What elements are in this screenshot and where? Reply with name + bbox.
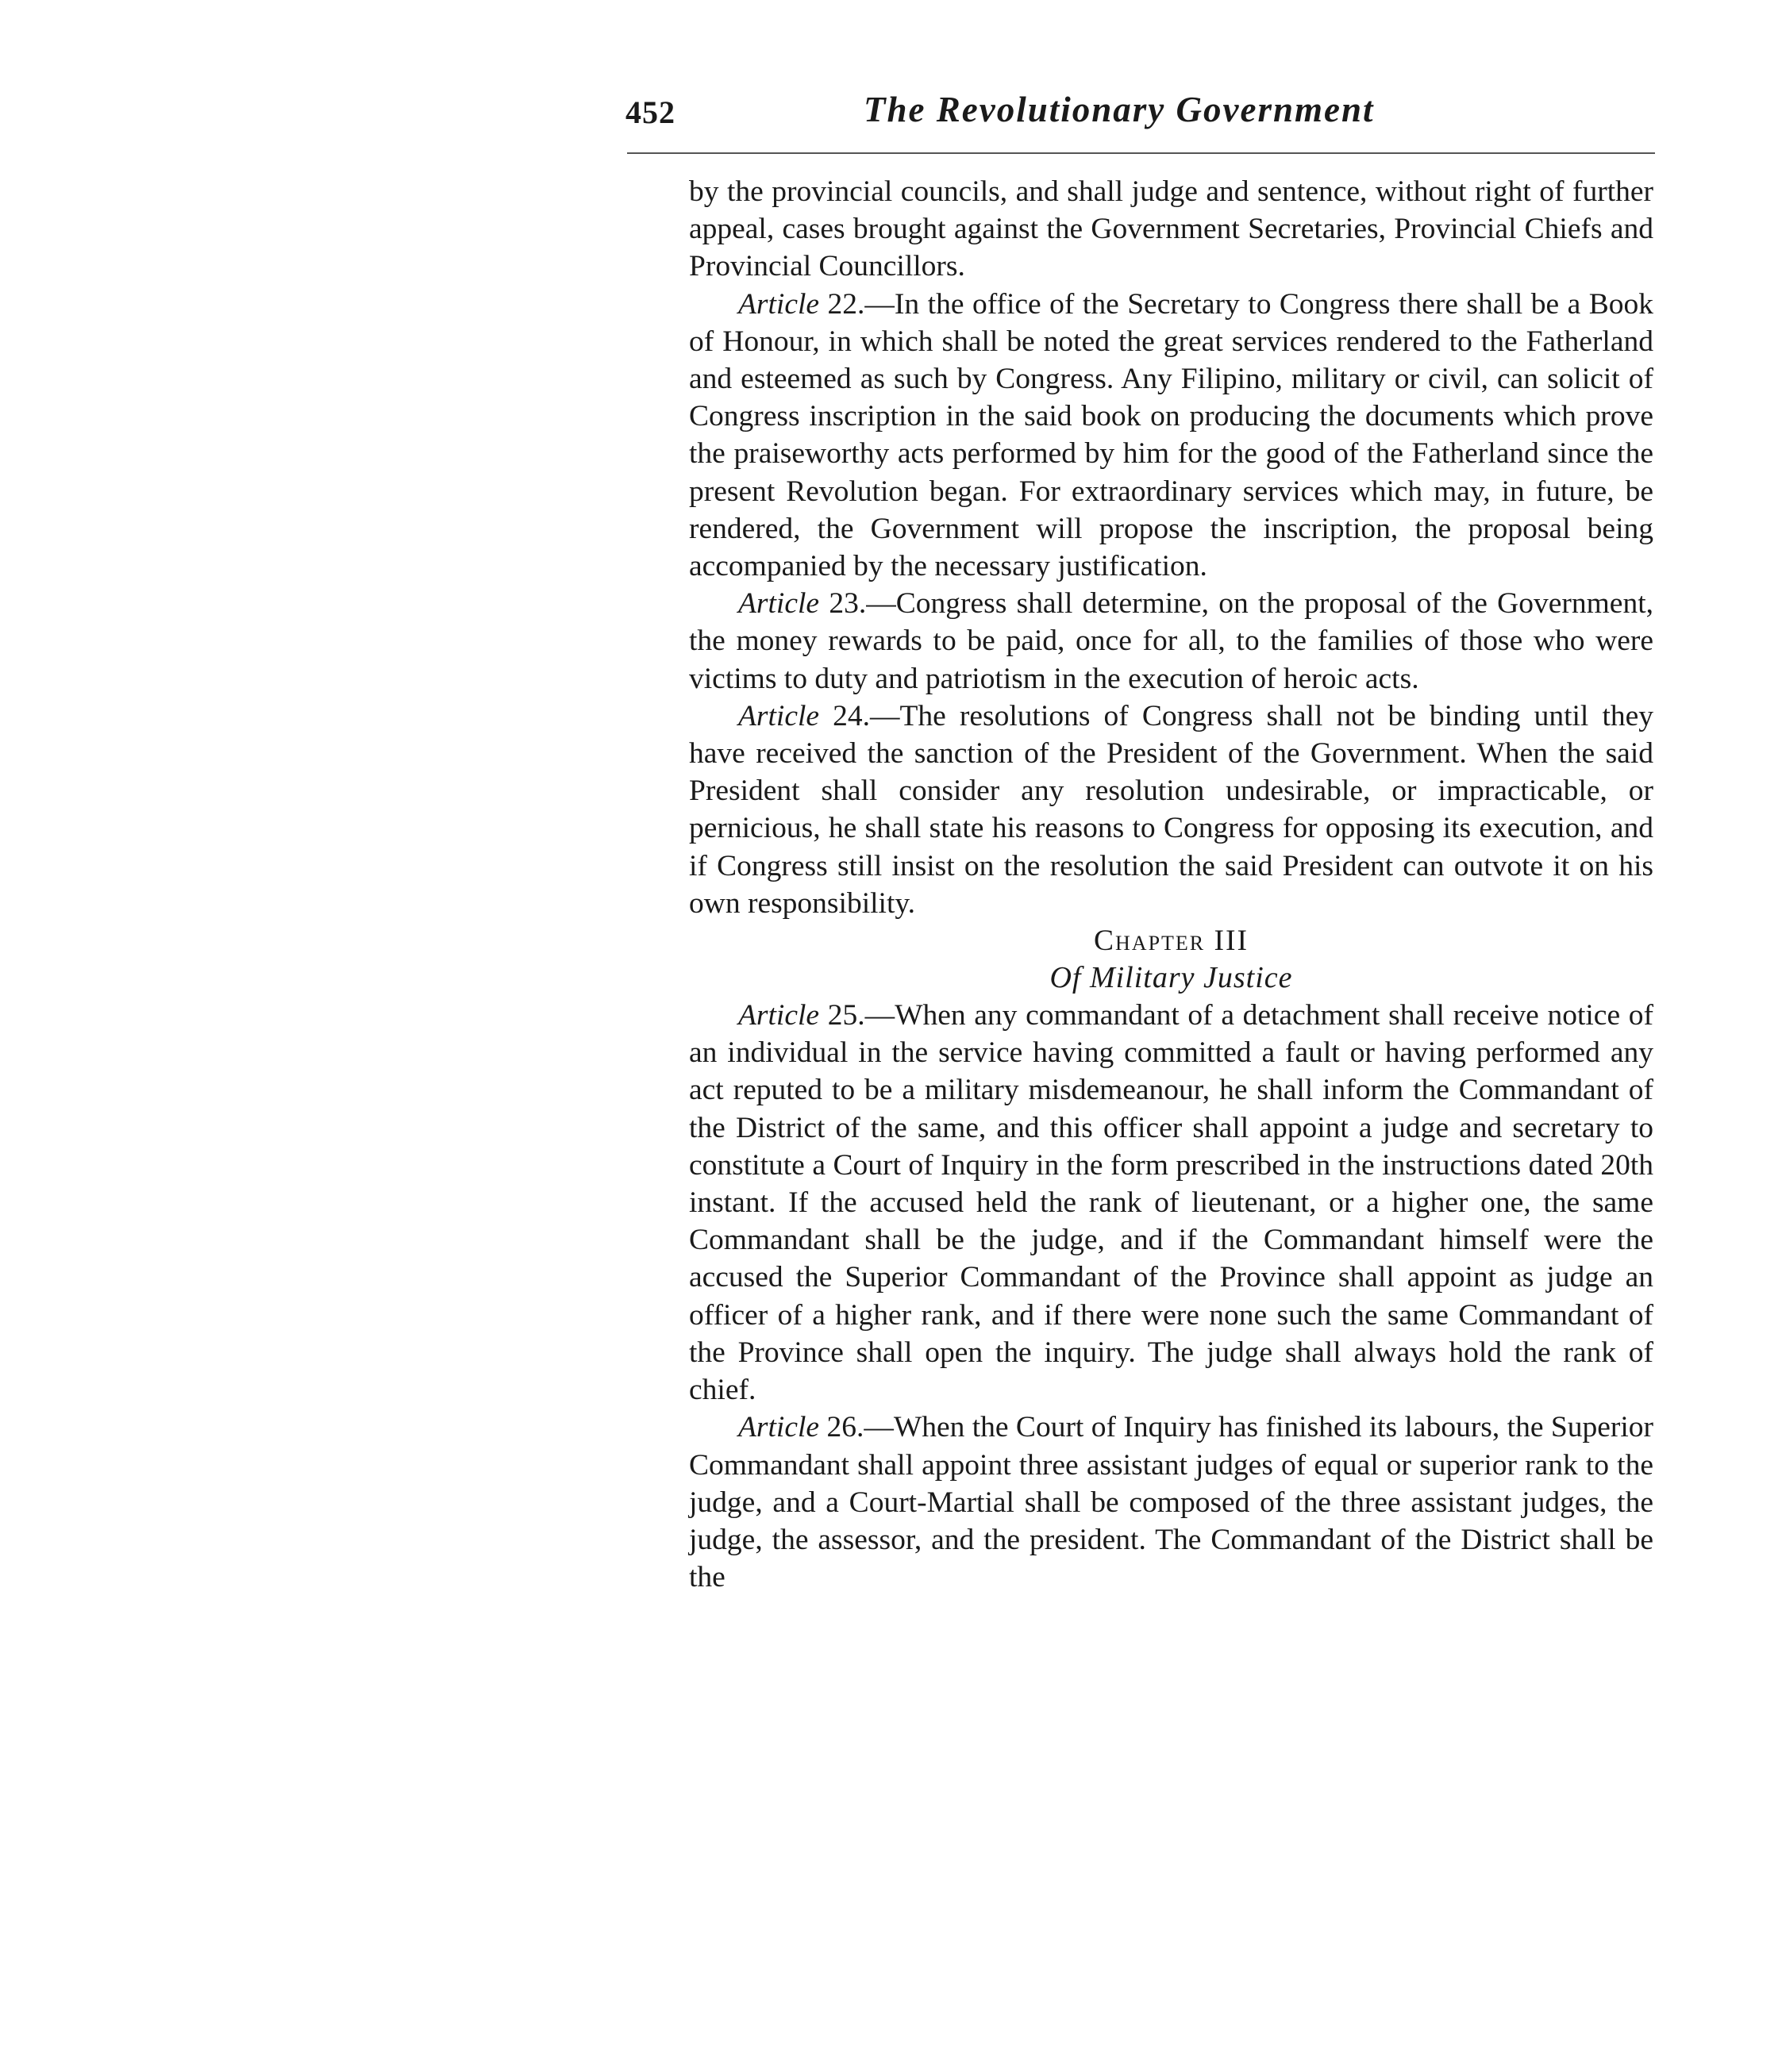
chapter-subtitle: Of Military Justice — [1049, 961, 1293, 995]
article-text: —When any commandant of a detachment shall receive notice of an individual in the service having committed a fault or having performed any act reputed to be a military misdemeanour, he shall inform the Commandant of the District of the same, and this officer shall appoint a judge and secretary to constitute a Court of Inquiry in the form prescribed in the instructions dated 20th instant. If the accused held the rank of lieutenant, or a higher one, the same Commandant shall be the judge, and if the Commandant himself were the accused the Superior Commandant of the Province shall appoint as judge an officer of a higher rank, and if there were none such the same Commandant of the Province shall open the inquiry. The judge shall always hold the rank of chief. — [689, 999, 1653, 1407]
article-24 — [689, 698, 1653, 922]
article-number: 26. — [826, 1411, 864, 1444]
article-text: —When the Court of Inquiry has finished its labours, the Superior Commandant shall appoint three assistant judges of equal or superior rank to the judge, and a Court-Martial shall be composed of the three assistant judges, the judge, the assessor, and the president. The Commandant of the District shall be the — [689, 1411, 1653, 1594]
article-label: Article — [738, 699, 820, 732]
article-23 — [689, 585, 1653, 698]
article-number: 24. — [833, 699, 871, 732]
article-text: —Congress shall determine, on the proposal of the Government, the money rewards to be paid, once for all, to the families of those who were victims to duty and patriotism in the execution of heroic acts. — [689, 587, 1653, 695]
article-label: Article — [738, 587, 820, 621]
article-text: —The resolutions of Congress shall not be binding until they have received the sanction of the President of the Government. When the said President shall consider any resolution undesirable, or impracticable, or pernicious, he shall state his reasons to Congress for opposing its execution, and if Congress still insist on the resolution the said President can outvote it on his own responsibility. — [689, 699, 1654, 920]
article-number: 23. — [829, 587, 867, 621]
paragraph-continuation: by the provincial councils, and shall judge and sentence, without right of further appeal, cases brought against the Government Secretaries, Provincial Chiefs and Provincial Councillors. — [689, 175, 1653, 283]
article-22 — [689, 286, 1653, 586]
article-26 — [689, 1409, 1653, 1596]
running-title: The Revolutionary Government — [864, 90, 1375, 129]
article-label: Article — [738, 999, 820, 1032]
article-number: 22. — [827, 287, 865, 321]
header-rule — [627, 152, 1655, 154]
body-text — [689, 173, 1653, 1596]
article-label: Article — [738, 1411, 820, 1444]
chapter-heading: Chapter III — [1094, 925, 1249, 958]
article-text: —In the office of the Secretary to Congress there shall be a Book of Honour, in which shall be noted the great services rendered to the Fatherland and esteemed as such by Congress. Any Filipino, military or civil, can solicit of Congress inscription in the said book on producing the documents which prove the praiseworthy acts performed by him for the good of the Fatherland since the present Revolution began. For extraordinary services which may, in future, be rendered, the Government will propose the inscription, the proposal being accompanied by the necessary justification. — [689, 287, 1654, 583]
page-number: 452 — [625, 94, 675, 130]
article-number: 25. — [827, 999, 865, 1032]
article-label: Article — [738, 287, 820, 321]
article-25 — [689, 997, 1653, 1409]
running-head — [625, 89, 1649, 144]
